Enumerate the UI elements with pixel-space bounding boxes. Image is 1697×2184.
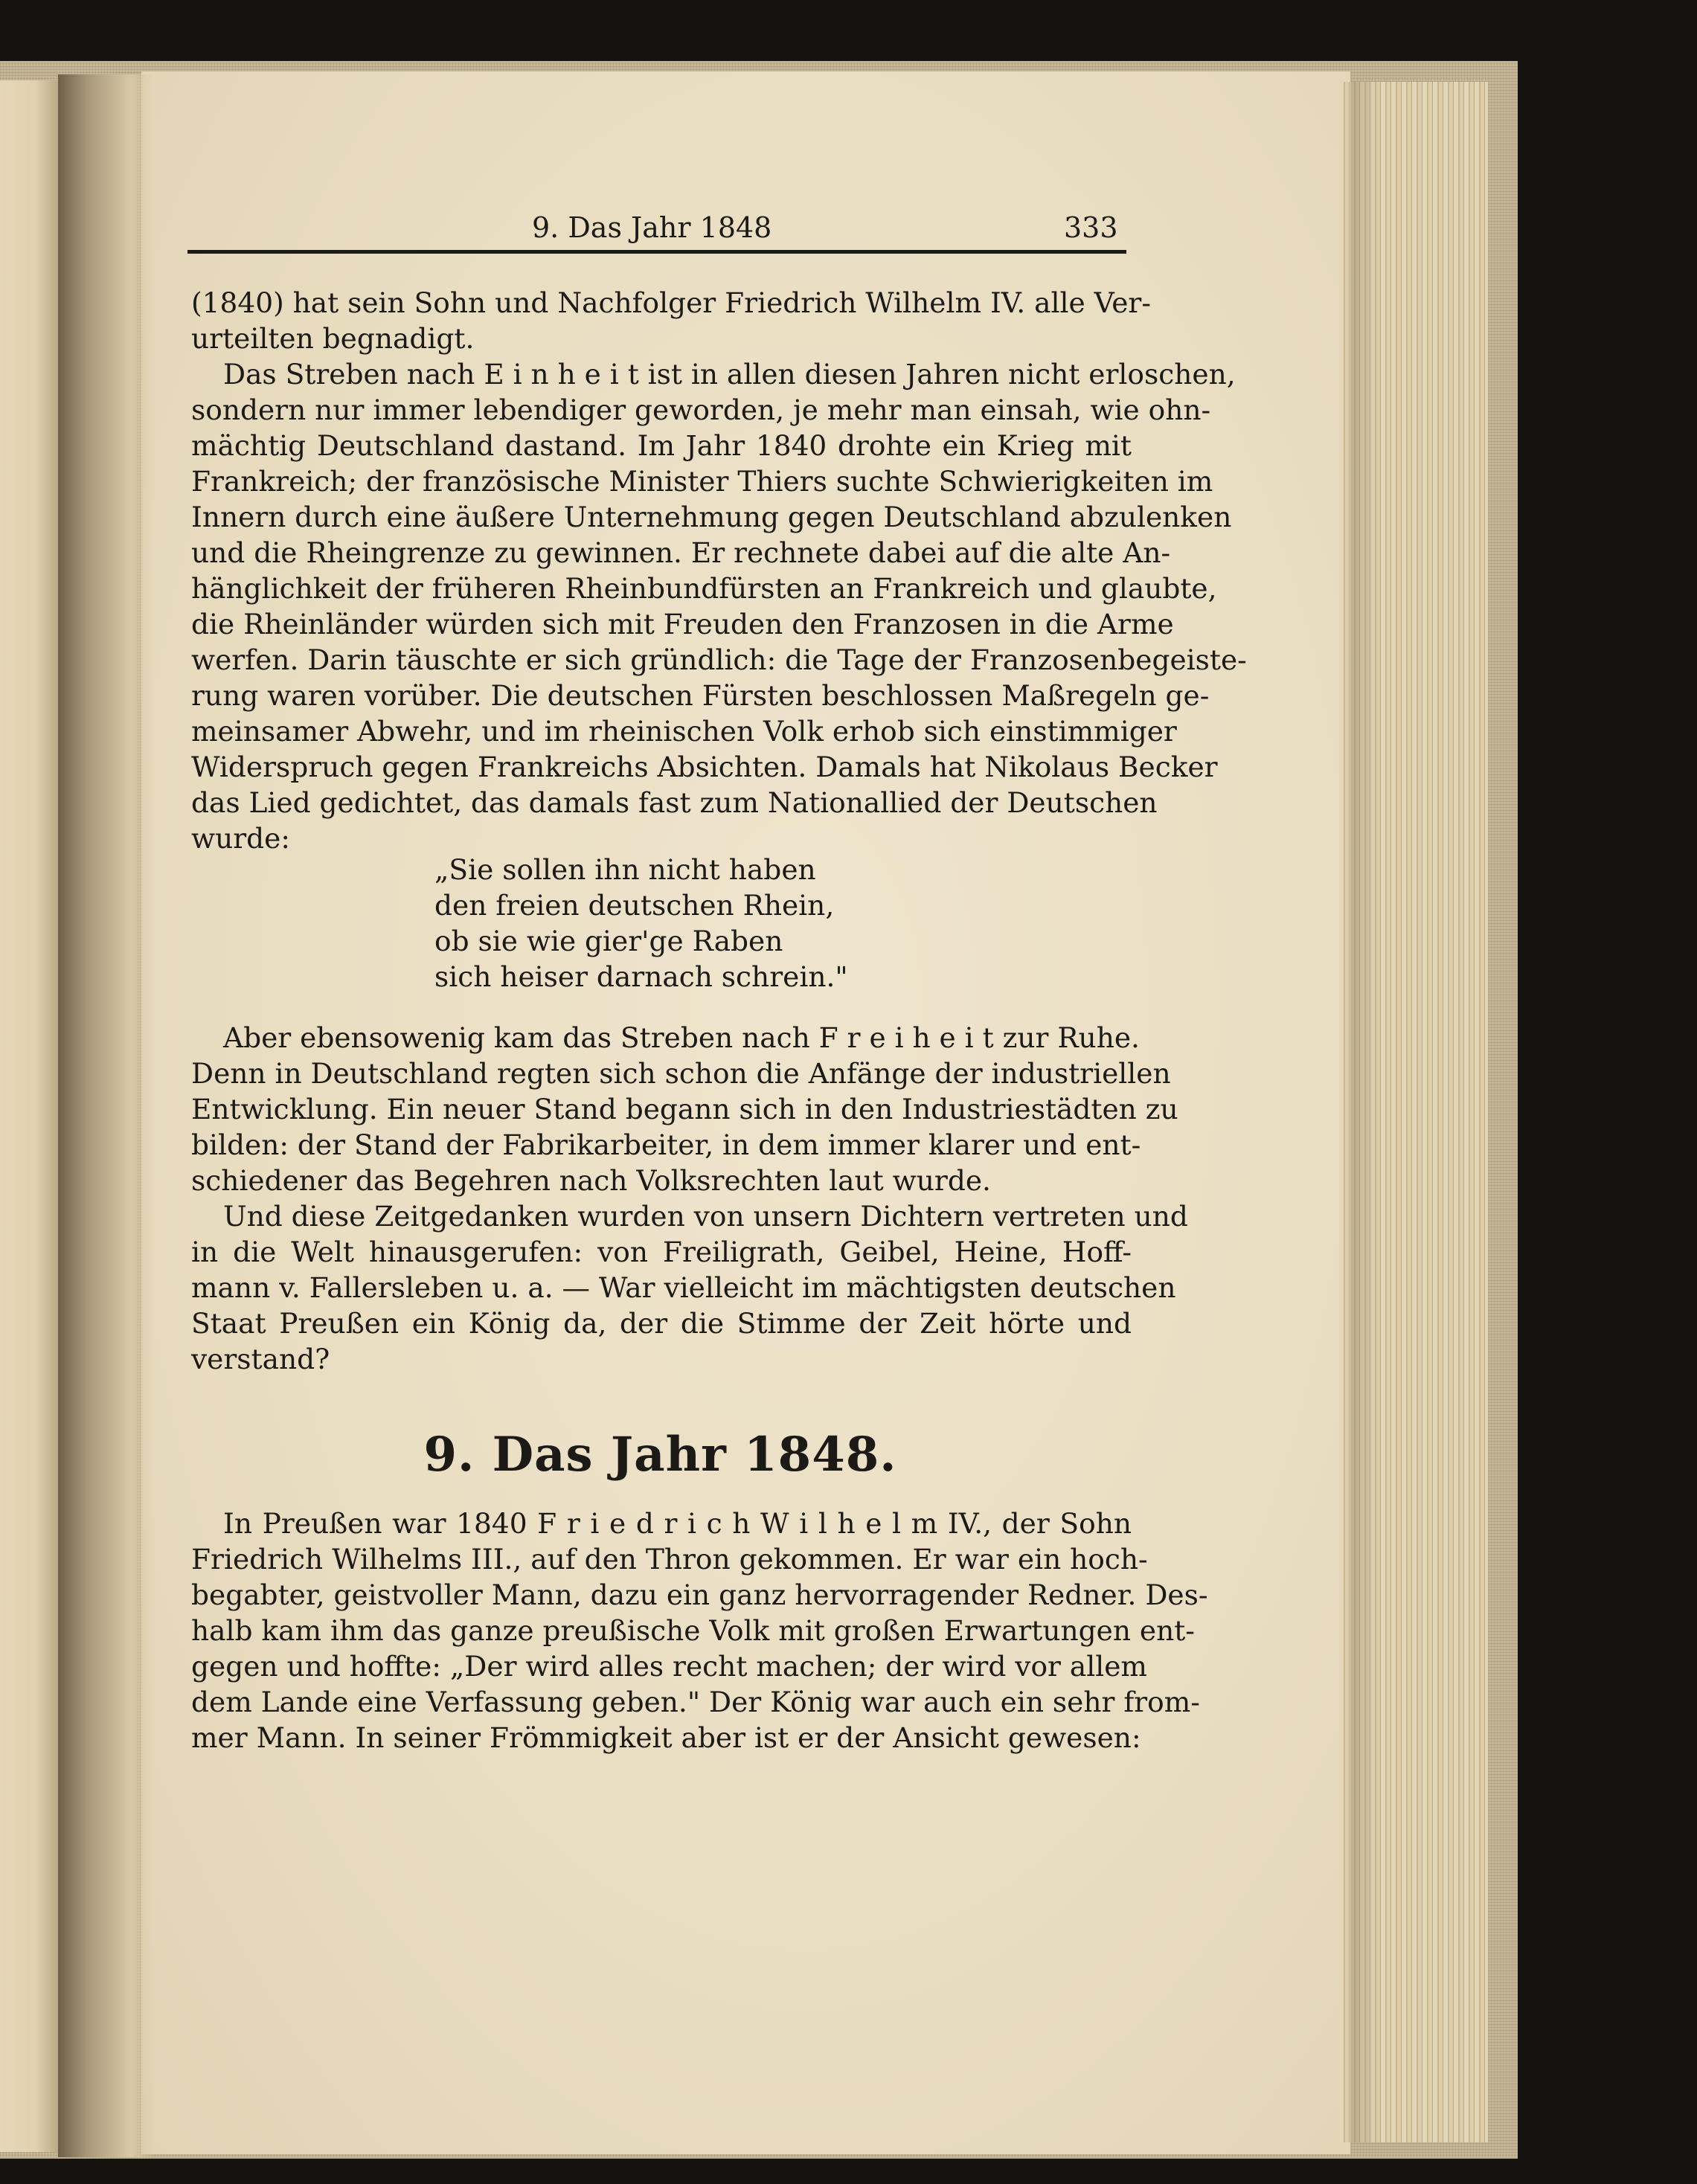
text-line: Und diese Zeitgedanken wurden von unsern Dichtern vertreten und xyxy=(223,1200,1188,1233)
text-line: mer Mann. In seiner Frömmigkeit aber ist er der Ansicht gewesen: xyxy=(191,1721,1141,1754)
text-line: rung waren vorüber. Die deutschen Fürsten beschlossen Maßregeln ge- xyxy=(191,679,1210,712)
text-line: schiedener das Begehren nach Volksrechten laut wurde. xyxy=(191,1164,991,1197)
text-line: halb kam ihm das ganze preußische Volk mit großen Erwartungen ent- xyxy=(191,1614,1195,1647)
text-line: die Rheinländer würden sich mit Freuden den Franzosen in die Arme xyxy=(191,608,1174,640)
text-line: Aber ebensowenig kam das Streben nach F r e i h e i t zur Ruhe. xyxy=(223,1021,1140,1054)
page-gutter-shadow xyxy=(58,74,155,2157)
text-line: das Lied gedichtet, das damals fast zum Nationallied der Deutschen xyxy=(191,786,1158,819)
text-line: meinsamer Abwehr, und im rheinischen Volk erhob sich einstimmiger xyxy=(191,715,1177,748)
text-line: hänglichkeit der früheren Rheinbundfürsten an Frankreich und glaubte, xyxy=(191,572,1217,605)
verse-line: „Sie sollen ihn nicht haben xyxy=(434,853,816,886)
text-line: Entwicklung. Ein neuer Stand begann sich in den Industriestädten zu xyxy=(191,1093,1178,1125)
text-line: (1840) hat sein Sohn und Nachfolger Friedrich Wilhelm IV. alle Ver- xyxy=(191,286,1152,319)
left-page-edge xyxy=(0,80,60,2152)
verse-line: sich heiser darnach schrein." xyxy=(434,960,848,993)
text-line: urteilten begnadigt. xyxy=(191,322,475,355)
section-heading: 9. Das Jahr 1848. xyxy=(423,1427,897,1483)
running-header-title: 9. Das Jahr 1848 xyxy=(532,211,772,244)
text-line: mächtig Deutschland dastand. Im Jahr 1840 drohte ein Krieg mit xyxy=(191,429,1132,462)
text-line: wurde: xyxy=(191,822,291,855)
text-line: In Preußen war 1840 F r i e d r i c h W i l h e l m IV., der Sohn xyxy=(223,1507,1132,1540)
header-rule xyxy=(187,250,1126,254)
verse-line: ob sie wie gier'ge Raben xyxy=(434,925,783,957)
page-number: 333 xyxy=(1064,211,1118,244)
text-line: in die Welt hinausgerufen: von Freiligrath, Geibel, Heine, Hoff- xyxy=(191,1236,1132,1268)
text-line: bilden: der Stand der Fabrikarbeiter, in dem immer klarer und ent- xyxy=(191,1128,1141,1161)
text-line: begabter, geistvoller Mann, dazu ein ganz hervorragender Redner. Des- xyxy=(191,1578,1208,1611)
text-line: Widerspruch gegen Frankreichs Absichten. Damals hat Nikolaus Becker xyxy=(191,751,1218,783)
text-line: Friedrich Wilhelms III., auf den Thron gekommen. Er war ein hoch- xyxy=(191,1543,1148,1576)
verse-line: den freien deutschen Rhein, xyxy=(434,889,835,922)
text-line: Staat Preußen ein König da, der die Stimme der Zeit hörte und xyxy=(191,1307,1132,1340)
text-line: und die Rheingrenze zu gewinnen. Er rechnete dabei auf die alte An- xyxy=(191,536,1171,569)
text-line: Innern durch eine äußere Unternehmung gegen Deutschland abzulenken xyxy=(191,501,1232,533)
text-line: Denn in Deutschland regten sich schon die Anfänge der industriellen xyxy=(191,1057,1171,1090)
text-line: mann v. Fallersleben u. a. — War vielleicht im mächtigsten deutschen xyxy=(191,1271,1176,1304)
text-line: dem Lande eine Verfassung geben." Der König war auch ein sehr from- xyxy=(191,1686,1200,1718)
text-line: sondern nur immer lebendiger geworden, je mehr man einsah, wie ohn- xyxy=(191,394,1211,426)
page-edge-shadow xyxy=(1350,82,1380,2142)
text-line: werfen. Darin täuschte er sich gründlich: die Tage der Franzosenbegeiste- xyxy=(191,643,1247,676)
text-line: Das Streben nach E i n h e i t ist in allen diesen Jahren nicht erloschen, xyxy=(223,358,1236,391)
text-line: verstand? xyxy=(191,1343,330,1375)
text-line: Frankreich; der französische Minister Thiers suchte Schwierigkeiten im xyxy=(191,465,1213,498)
text-line: gegen und hoffte: „Der wird alles recht machen; der wird vor allem xyxy=(191,1650,1147,1683)
